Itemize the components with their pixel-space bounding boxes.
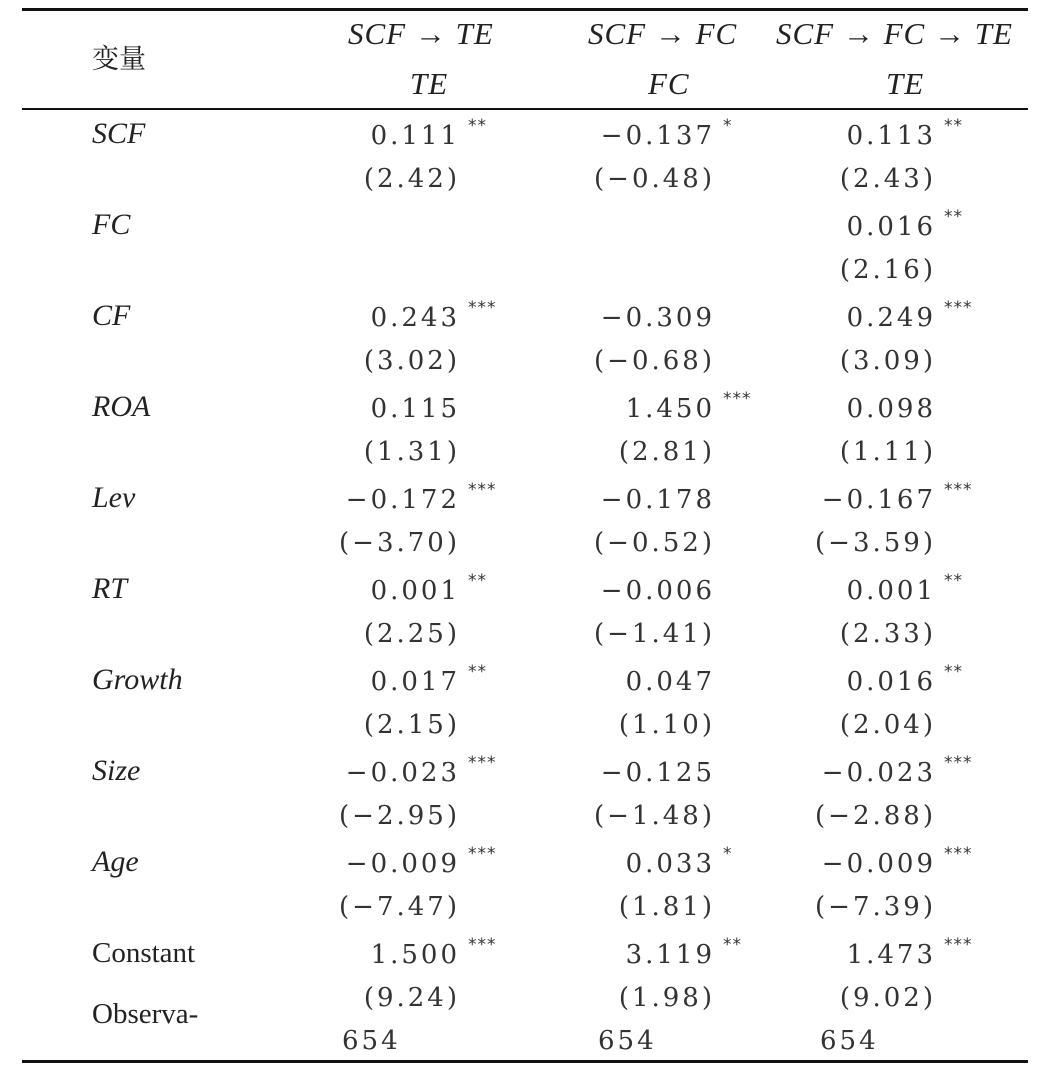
t-statistic-cell: (−0.52) [594,528,715,558]
significance-stars: * [723,116,733,136]
t-statistic-cell: (2.16) [839,255,936,285]
observations-value: 654 [342,1026,401,1056]
model-1-dependent: TE [410,66,449,101]
row-label: ROA [92,390,151,423]
row-label: SCF [92,117,146,150]
model-2-path: SCF → FC [588,16,738,51]
observations-label: Observa- [92,998,199,1030]
row-label: FC [92,208,131,241]
coefficient-cell: 0.115 [370,394,460,424]
significance-stars: ** [944,207,963,227]
coefficient-cell: −0.178 [600,485,715,515]
coefficient-cell: 0.047 [625,667,715,697]
row-label: Lev [92,481,136,514]
coefficient-cell: 0.033 [625,849,715,879]
significance-stars: *** [944,935,973,955]
t-statistic-cell: (9.24) [363,983,460,1013]
observations-value: 654 [598,1026,657,1056]
significance-stars: *** [468,753,497,773]
coefficient-cell: 0.017 [370,667,460,697]
coefficient-cell: 0.016 [846,212,936,242]
model-1-path: SCF → TE [348,16,494,51]
t-statistic-cell: (2.25) [363,619,460,649]
significance-stars: *** [723,389,752,409]
coefficient-cell: 0.249 [846,303,936,333]
coefficient-cell: 0.111 [370,121,460,151]
observations-value: 654 [820,1026,879,1056]
row-label: Growth [92,663,183,696]
row-label: Age [92,845,139,878]
coefficient-cell: −0.167 [821,485,936,515]
t-statistic-cell: (−1.48) [594,801,715,831]
t-statistic-cell: (1.98) [618,983,715,1013]
coefficient-cell: −0.309 [600,303,715,333]
t-statistic-cell: (−3.70) [339,528,460,558]
coefficient-cell: −0.006 [600,576,715,606]
t-statistic-cell: (1.31) [363,437,460,467]
significance-stars: ** [944,571,963,591]
coefficient-cell: 3.119 [625,940,715,970]
t-statistic-cell: (2.33) [839,619,936,649]
t-statistic-cell: (2.81) [618,437,715,467]
t-statistic-cell: (1.11) [839,437,936,467]
significance-stars: *** [468,480,497,500]
t-statistic-cell: (3.09) [839,346,936,376]
t-statistic-cell: (1.81) [618,892,715,922]
coefficient-cell: 0.243 [370,303,460,333]
significance-stars: *** [944,480,973,500]
significance-stars: *** [468,844,497,864]
coefficient-cell: −0.009 [821,849,936,879]
t-statistic-cell: (1.10) [618,710,715,740]
t-statistic-cell: (9.02) [839,983,936,1013]
coefficient-cell: 0.001 [846,576,936,606]
row-label: RT [92,572,128,605]
t-statistic-cell: (−1.41) [594,619,715,649]
t-statistic-cell: (2.04) [839,710,936,740]
variable-header: 变量 [92,44,146,75]
significance-stars: ** [468,662,487,682]
significance-stars: *** [468,298,497,318]
bottom-rule [22,1060,1028,1063]
significance-stars: ** [944,662,963,682]
t-statistic-cell: (2.42) [363,164,460,194]
coefficient-cell: −0.125 [600,758,715,788]
coefficient-cell: 1.473 [846,940,936,970]
t-statistic-cell: (−3.59) [815,528,936,558]
significance-stars: *** [944,753,973,773]
significance-stars: ** [723,935,742,955]
t-statistic-cell: (−0.68) [594,346,715,376]
row-label: Size [92,754,141,787]
t-statistic-cell: (−7.39) [815,892,936,922]
significance-stars: ** [468,571,487,591]
row-label: Constant [92,937,196,969]
header-rule [22,108,1028,110]
t-statistic-cell: (−0.48) [594,164,715,194]
coefficient-cell: −0.023 [821,758,936,788]
t-statistic-cell: (−2.95) [339,801,460,831]
t-statistic-cell: (−2.88) [815,801,936,831]
significance-stars: * [723,844,733,864]
significance-stars: *** [468,935,497,955]
coefficient-cell: −0.023 [345,758,460,788]
significance-stars: ** [944,116,963,136]
model-2-dependent: FC [648,66,690,101]
top-rule [22,8,1028,11]
coefficient-cell: 0.016 [846,667,936,697]
coefficient-cell: −0.137 [600,121,715,151]
significance-stars: *** [944,844,973,864]
model-3-dependent: TE [886,66,925,101]
coefficient-cell: −0.172 [345,485,460,515]
t-statistic-cell: (2.43) [839,164,936,194]
coefficient-cell: 1.450 [625,394,715,424]
model-3-path: SCF → FC → TE [776,16,1013,51]
significance-stars: ** [468,116,487,136]
coefficient-cell: 1.500 [370,940,460,970]
t-statistic-cell: (3.02) [363,346,460,376]
significance-stars: *** [944,298,973,318]
coefficient-cell: 0.098 [846,394,936,424]
t-statistic-cell: (2.15) [363,710,460,740]
coefficient-cell: 0.001 [370,576,460,606]
coefficient-cell: −0.009 [345,849,460,879]
row-label: CF [92,299,131,332]
coefficient-cell: 0.113 [846,121,936,151]
t-statistic-cell: (−7.47) [339,892,460,922]
